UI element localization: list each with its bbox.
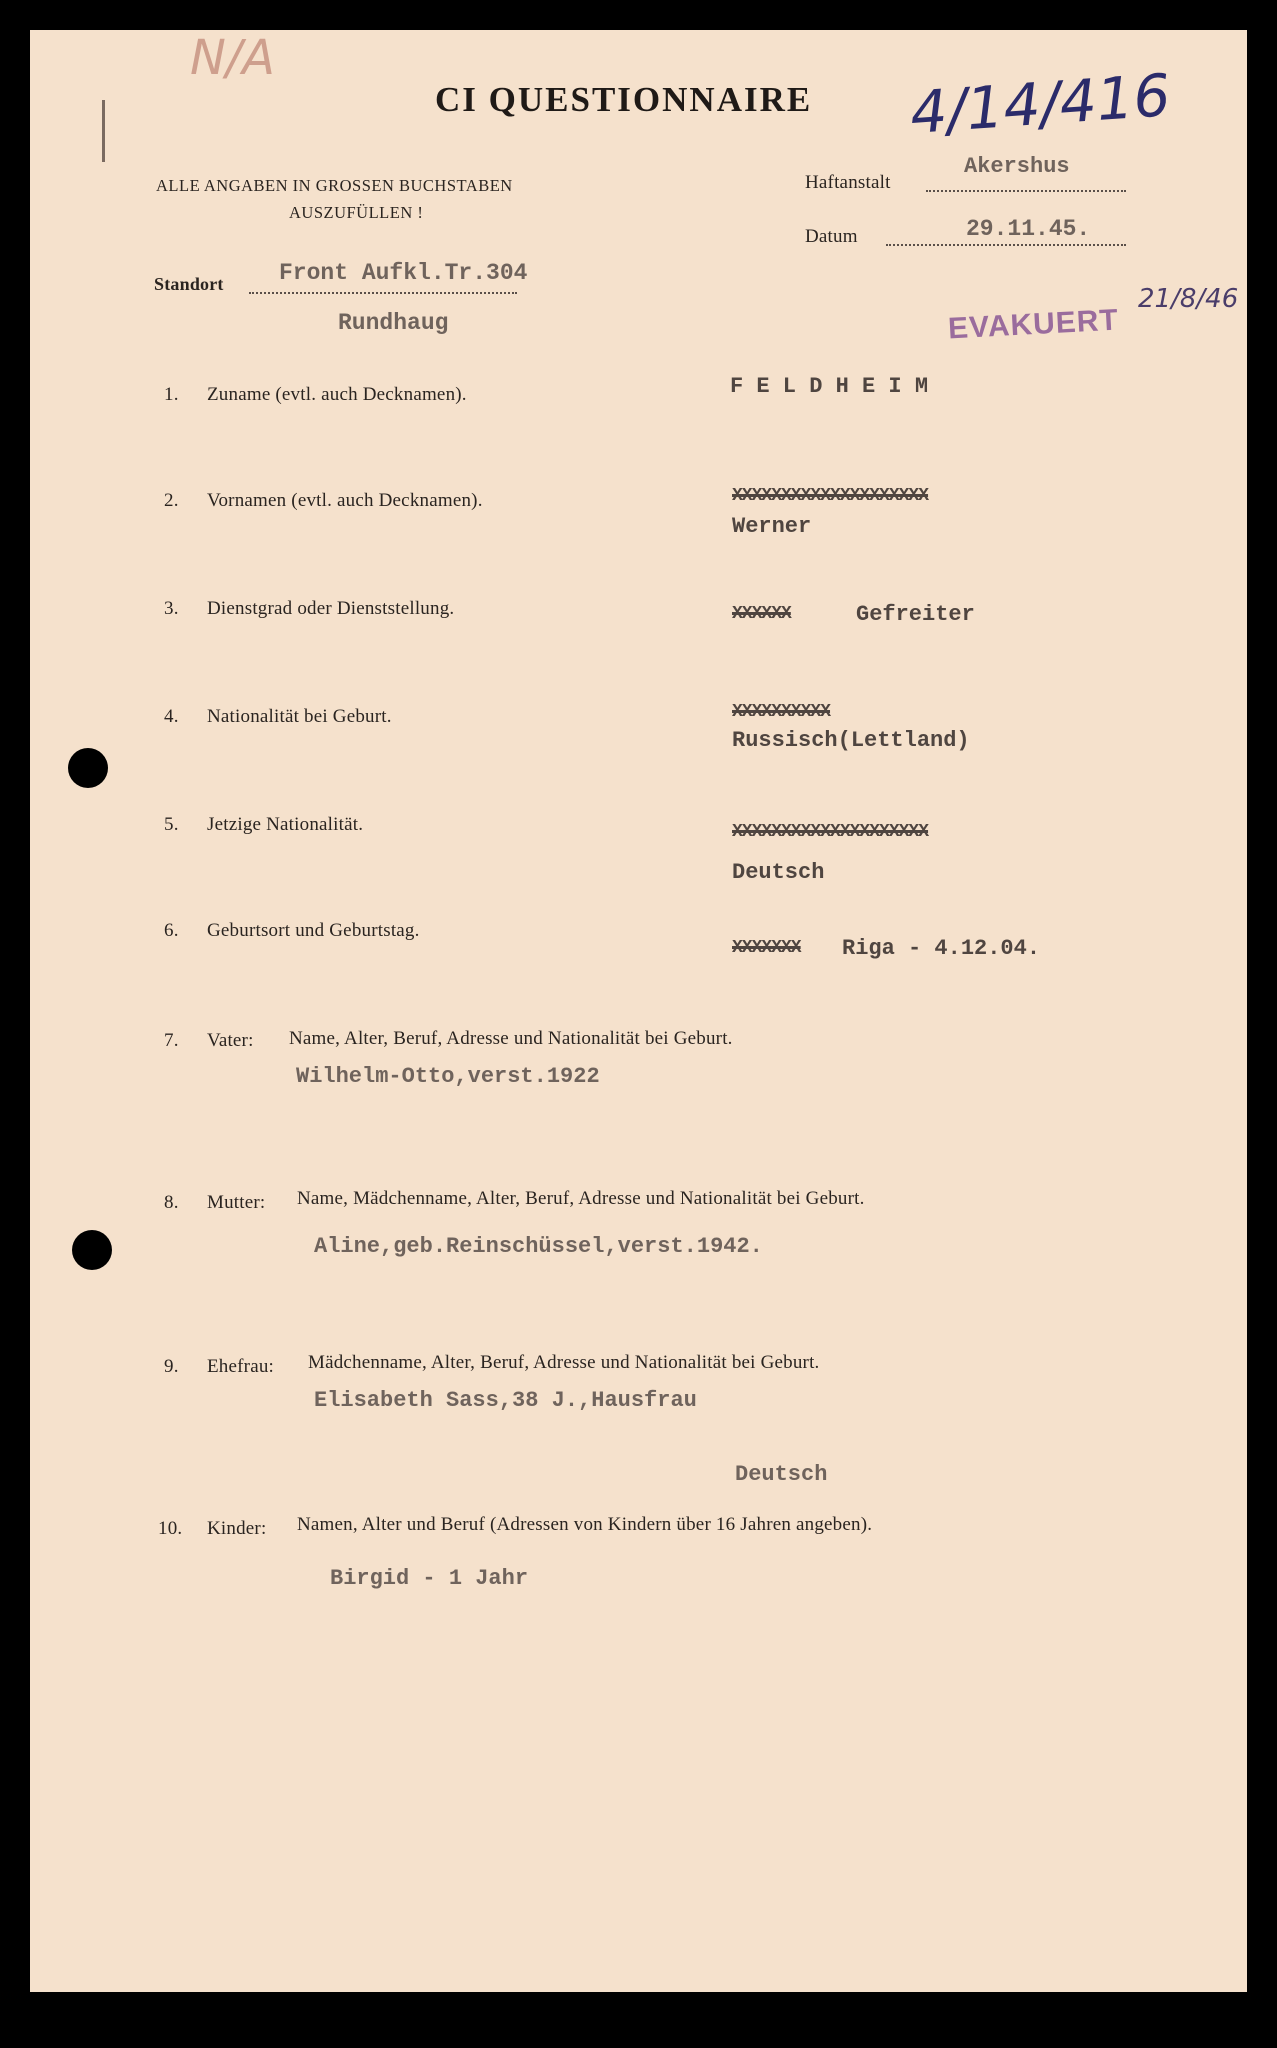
answer-rank: Gefreiter [856,602,975,627]
question-label: Jetzige Nationalität. [207,814,364,835]
question-number: 9. [164,1356,179,1377]
standort-value-1: Front Aufkl.Tr.304 [279,260,528,286]
question-label: Dienstgrad oder Dienststellung. [207,598,455,619]
answer-current-nationality: Deutsch [732,860,825,885]
answer-birthplace-date: Riga - 4.12.04. [842,936,1041,961]
evakuert-stamp: EVAKUERT [947,303,1120,346]
question-label: Mutter: [207,1192,266,1213]
answer-children: Birgid - 1 Jahr [330,1566,529,1591]
question-description: Namen, Alter und Beruf (Adressen von Kindern über 16 Jahren angeben). [297,1514,873,1535]
struck-out-text: XXXXXXXXXX [732,702,831,722]
answer-surname: F E L D H E I M [730,374,929,399]
struck-out-text: XXXXXXXXXXXXXXXXXXXX [732,486,929,506]
question-label: Kinder: [207,1518,267,1539]
question-number: 6. [164,920,179,941]
standort-label: Standort [154,274,224,294]
questionnaire-sheet [30,30,1247,1992]
standort-line [249,292,517,294]
question-label: Vornamen (evtl. auch Decknamen). [207,490,483,511]
question-label: Ehefrau: [207,1356,275,1377]
haftanstalt-label: Haftanstalt [805,172,891,193]
question-description: Name, Alter, Beruf, Adresse und Nationalität bei Geburt. [289,1028,733,1049]
question-number: 3. [164,598,179,619]
question-number: 1. [164,384,179,405]
question-number: 2. [164,490,179,511]
handwritten-reference: 4/14/416 [907,60,1173,148]
datum-label: Datum [805,226,858,247]
answer-nationality-at-birth: Russisch(Lettland) [732,728,970,753]
question-description: Name, Mädchenname, Alter, Beruf, Adresse und Nationalität bei Geburt. [297,1188,865,1209]
standort-value-2: Rundhaug [338,310,449,336]
struck-out-text: XXXXXXXXXXXXXXXXXXXX [732,822,929,842]
stamp-handwritten-date: 21/8/46 [1138,284,1239,314]
answer-first-name: Werner [732,514,812,539]
corner-handwritten-mark: N/A [190,30,275,86]
answer-father: Wilhelm-Otto,verst.1922 [296,1064,600,1089]
question-number: 5. [164,814,179,835]
question-number: 7. [164,1030,179,1051]
punch-hole-top [68,748,108,788]
haftanstalt-value: Akershus [964,154,1070,179]
question-label: Vater: [207,1030,254,1051]
answer-wife: Elisabeth Sass,38 J.,Hausfrau [314,1388,697,1413]
question-label: Nationalität bei Geburt. [207,706,392,727]
instruction-line-1: ALLE ANGABEN IN GROSSEN BUCHSTABEN [156,176,513,195]
haftanstalt-line [926,190,1126,192]
question-description: Mädchenname, Alter, Beruf, Adresse und Nationalität bei Geburt. [308,1352,820,1373]
question-number: 4. [164,706,179,727]
answer-mother: Aline,geb.Reinschüssel,verst.1942. [314,1234,763,1259]
page-title: CI QUESTIONNAIRE [435,80,813,119]
answer-wife-nationality: Deutsch [735,1462,828,1487]
margin-bracket [102,100,105,162]
struck-out-text: XXXXXXX [732,938,801,958]
question-number: 10. [158,1518,183,1539]
datum-line [886,244,1126,246]
question-label: Zuname (evtl. auch Decknamen). [207,384,467,405]
instruction-line-2: AUSZUFÜLLEN ! [289,203,424,222]
datum-value: 29.11.45. [966,216,1091,242]
question-label: Geburtsort und Geburtstag. [207,920,420,941]
struck-out-text: XXXXXX [732,604,791,624]
question-number: 8. [164,1192,179,1213]
punch-hole-bottom [72,1230,112,1270]
